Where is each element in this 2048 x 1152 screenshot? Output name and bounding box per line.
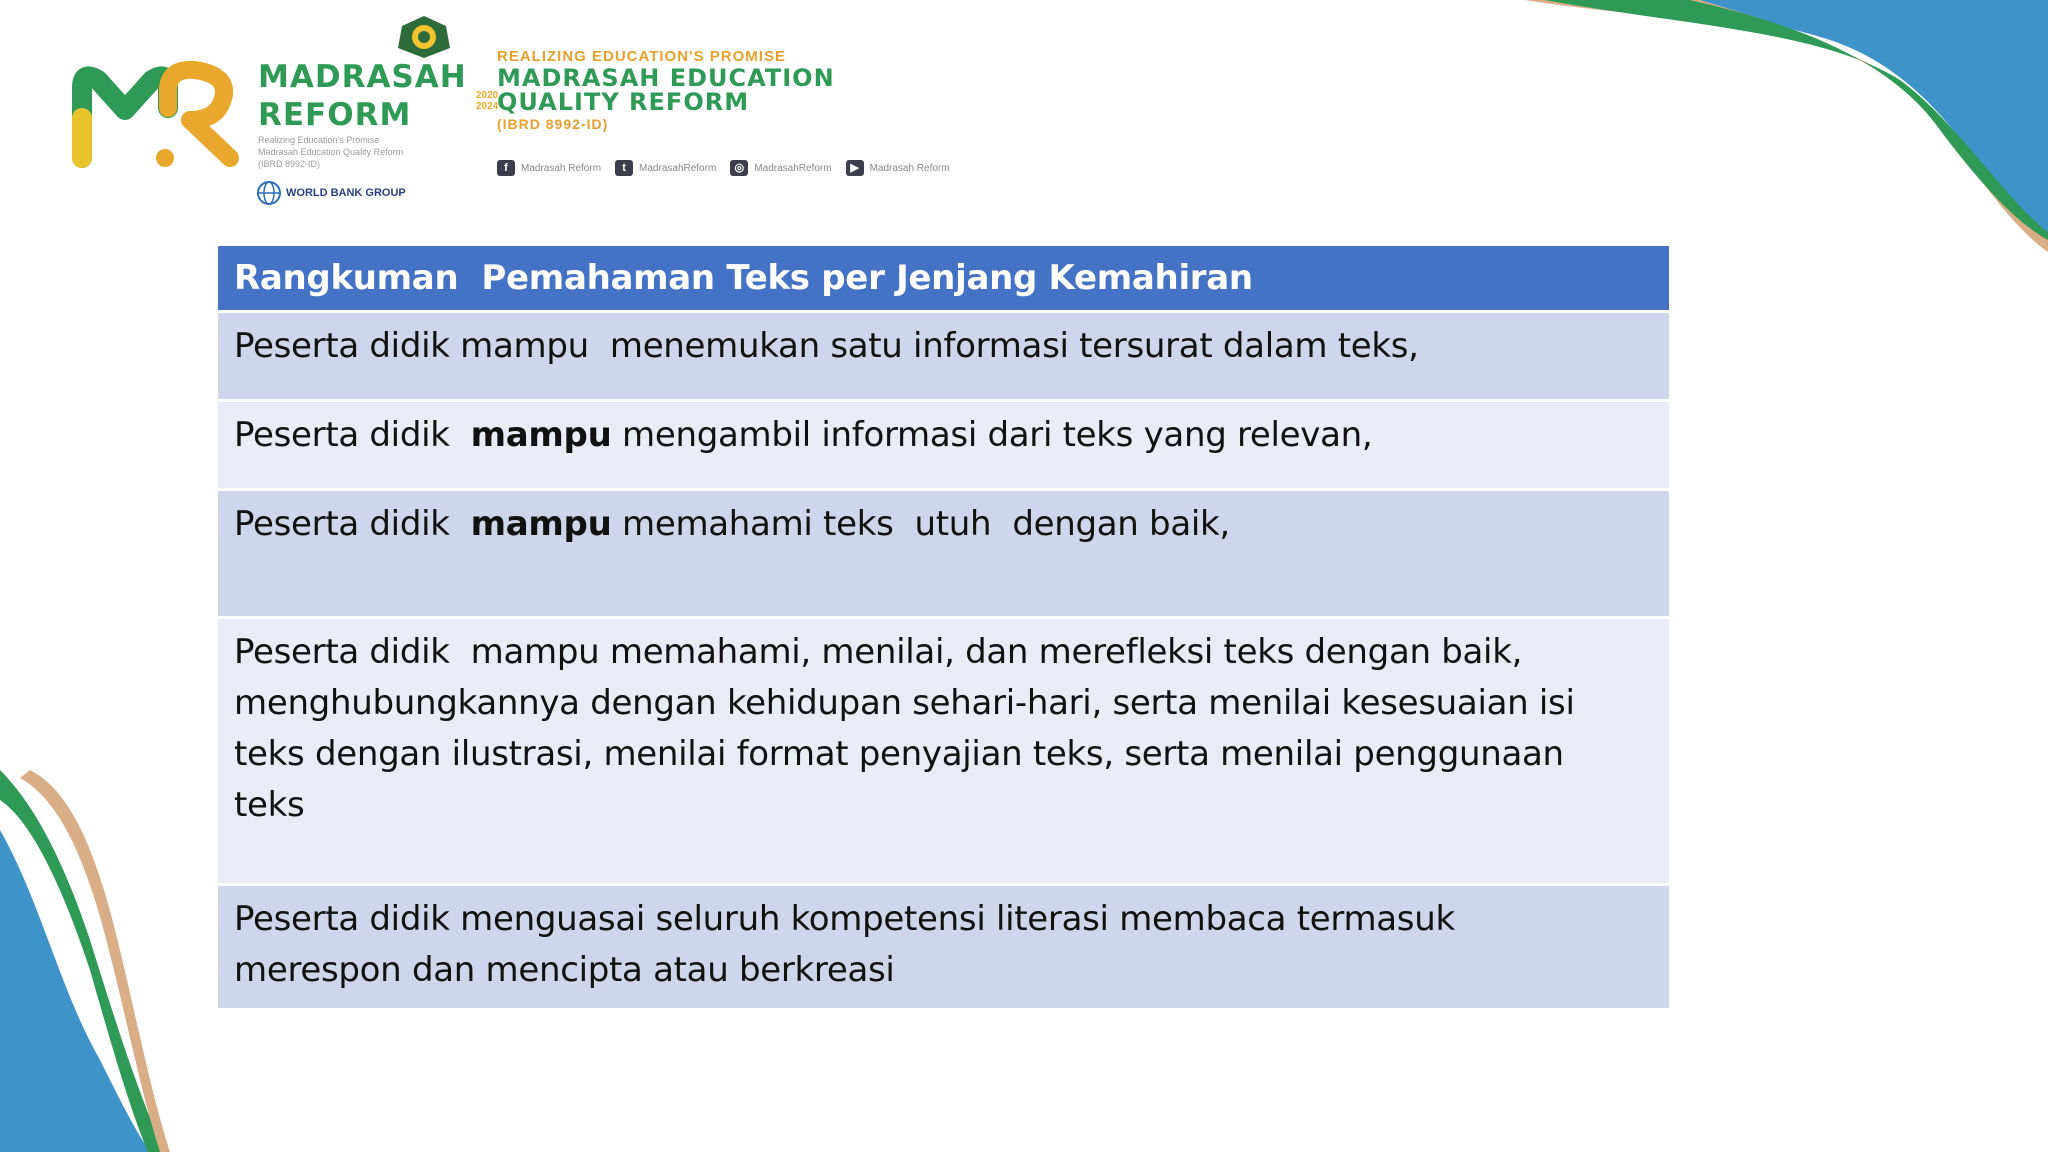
table-row (218, 313, 1669, 399)
row-emphasis: mampu (470, 504, 612, 544)
social-twitter[interactable] (615, 160, 716, 176)
logo-wordmark (258, 58, 467, 134)
social-youtube[interactable] (846, 160, 950, 176)
top-right-blue-wave (1640, 0, 2048, 250)
row-text: memahami teks utuh dengan baik, (611, 504, 1230, 544)
madrasah-reform-logo (70, 14, 499, 199)
world-bank-label: WORLD BANK GROUP (286, 187, 406, 199)
logo-wordmark-line2: REFORM (258, 97, 412, 133)
row-text: mengambil informasi dari teks yang relevan, (611, 415, 1373, 455)
row-text: Peserta didik (234, 415, 471, 455)
summary-table (218, 246, 1669, 1008)
program-tagline: REALIZING EDUCATION'S PROMISE (497, 48, 786, 65)
facebook-icon: f (497, 160, 515, 176)
row-text: Peserta didik mampu menemukan satu informasi tersurat dalam teks, (234, 326, 1419, 366)
table-row (218, 491, 1669, 616)
logo-wordmark-line1: MADRASAH (258, 59, 467, 95)
social-links (497, 160, 950, 176)
project-code: (IBRD 8992-ID) (497, 116, 609, 132)
social-instagram[interactable] (730, 160, 831, 176)
program-title-block (497, 48, 957, 134)
logo-year-end: 2024 (476, 101, 499, 112)
logo-years (476, 90, 498, 112)
table-row (218, 619, 1669, 883)
youtube-icon: ▶ (846, 160, 864, 176)
table-header: Rangkuman Pemahaman Teks per Jenjang Kemahiran (218, 246, 1669, 310)
row-text: Peserta didik menguasai seluruh kompetensi literasi membaca termasuk merespon dan mencipta atau berkreasi (234, 899, 1455, 990)
globe-icon (256, 180, 282, 206)
logo-subtext: Realizing Education's Promise Madrasah Education Quality Reform (IBRD 8992-ID) (258, 135, 404, 169)
ministry-seal-icon (396, 14, 452, 60)
social-label: MadrasahReform (754, 162, 832, 174)
table-row (218, 886, 1669, 1008)
social-label: Madrasah Reform (521, 162, 602, 174)
instagram-icon: ◎ (730, 160, 748, 176)
row-text: Peserta didik mampu memahami, menilai, dan merefleksi teks dengan baik, menghubungkannya dengan kehidupan sehari-hari, serta menilai kesesuaian isi teks dengan ilustrasi, menilai format penyajian teks, serta menilai penggunaan teks (234, 632, 1575, 825)
row-text: Peserta didik (234, 504, 471, 544)
program-title-line2: QUALITY REFORM (497, 88, 750, 116)
world-bank-badge (256, 180, 406, 206)
social-label: MadrasahReform (639, 162, 717, 174)
program-title-line1: MADRASAH EDUCATION (497, 64, 835, 92)
twitter-icon: t (615, 160, 633, 176)
logo-year-start: 2020 (476, 90, 499, 101)
row-emphasis: mampu (470, 415, 612, 455)
social-facebook[interactable] (497, 160, 601, 176)
social-label: Madrasah Reform (869, 162, 950, 174)
mr-logo-mark (70, 58, 250, 168)
table-row (218, 402, 1669, 488)
